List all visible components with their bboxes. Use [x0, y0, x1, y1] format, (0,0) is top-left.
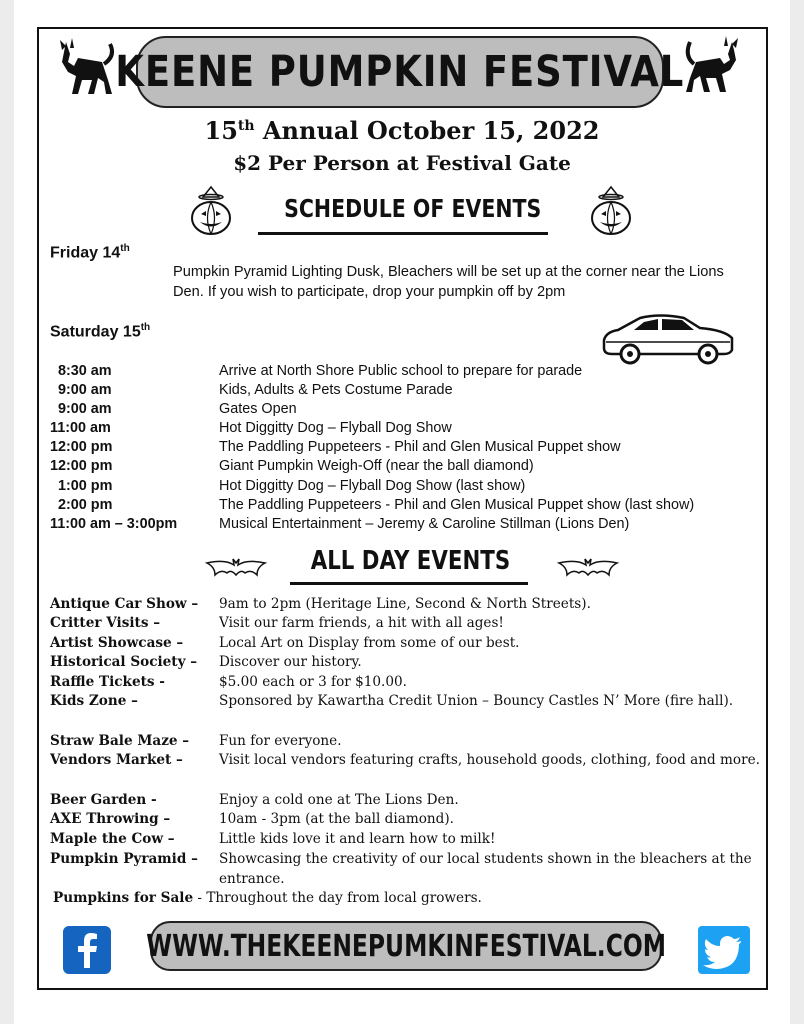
friday-description: Pumpkin Pyramid Lighting Dusk, Bleachers will be set up at the corner near the Lions Den. If you wish to participate, drop your pumpkin off by 2pm	[173, 264, 724, 300]
schedule-time: 12:00 pm	[50, 439, 113, 455]
all-day-heading: ALL DAY EVENTS	[310, 546, 511, 576]
edition-suffix: th	[237, 118, 255, 134]
edition-date: Annual October 15, 2022	[254, 116, 600, 145]
all-day-event-label: Artist Showcase –	[50, 635, 184, 651]
all-day-event-value: Little kids love it and learn how to milk!	[219, 831, 496, 847]
all-day-event-label: Raffle Tickets -	[50, 674, 165, 690]
all-day-event-value: Fun for everyone.	[219, 733, 342, 749]
schedule-time: 9:00 am	[50, 401, 112, 417]
all-day-event-label: Antique Car Show –	[50, 596, 199, 612]
all-day-event-value: Local Art on Display from some of our best.	[219, 635, 520, 651]
black-cat-icon	[682, 34, 740, 96]
schedule-time: 11:00 am	[50, 420, 111, 436]
all-day-event-value: $5.00 each or 3 for $10.00.	[219, 674, 407, 690]
schedule-event: Gates Open	[219, 401, 297, 417]
schedule-event: Arrive at North Shore Public school to prepare for parade	[219, 363, 583, 379]
schedule-time: 8:30 am	[50, 363, 112, 379]
jack-o-lantern-icon	[190, 185, 232, 237]
bat-icon	[205, 555, 267, 583]
all-day-event-label: AXE Throwing –	[50, 811, 171, 827]
schedule-event: Hot Diggitty Dog – Flyball Dog Show	[219, 420, 452, 436]
all-day-event-label: Straw Bale Maze –	[50, 733, 190, 749]
all-day-event-value: Showcasing the creativity of our local students shown in the bleachers at the entrance.	[219, 851, 752, 887]
pumpkins-for-sale	[53, 890, 482, 906]
pumpkins-for-sale-label: Pumpkins for Sale	[53, 890, 194, 906]
friday-suffix: th	[120, 243, 130, 254]
all-day-event-label: Kids Zone –	[50, 693, 138, 709]
edition-line	[0, 116, 804, 145]
friday-heading	[50, 243, 130, 262]
title-banner	[115, 36, 685, 108]
schedule-underline	[258, 232, 548, 235]
schedule-time: 1:00 pm	[50, 478, 113, 494]
all-day-event-label: Historical Society –	[50, 654, 197, 670]
schedule-event: The Paddling Puppeteers - Phil and Glen Musical Puppet show (last show)	[219, 497, 695, 513]
schedule-event: Hot Diggitty Dog – Flyball Dog Show (last show)	[219, 478, 526, 494]
all-day-event-value: Visit local vendors featuring crafts, household goods, clothing, food and more.	[219, 752, 760, 768]
facebook-icon[interactable]	[63, 926, 111, 974]
schedule-time: 9:00 am	[50, 382, 112, 398]
website-banner[interactable]	[146, 921, 666, 971]
saturday-heading	[50, 322, 150, 341]
schedule-time: 11:00 am – 3:00pm	[50, 516, 178, 532]
schedule-heading: SCHEDULE OF EVENTS	[284, 194, 542, 223]
all-day-event-label: Vendors Market –	[50, 752, 183, 768]
schedule-time: 2:00 pm	[50, 497, 113, 513]
page-title: KEENE PUMPKIN FESTIVAL	[115, 47, 685, 97]
pumpkins-for-sale-value: - Throughout the day from local growers.	[193, 890, 482, 906]
black-cat-icon	[58, 36, 118, 98]
all-day-event-value: Discover our history.	[219, 654, 362, 670]
friday-label: Friday 14	[50, 244, 121, 262]
schedule-event: The Paddling Puppeteers - Phil and Glen Musical Puppet show	[219, 439, 621, 455]
saturday-label: Saturday 15	[50, 323, 141, 341]
twitter-icon[interactable]	[698, 926, 750, 974]
all-day-event-label: Beer Garden -	[50, 792, 157, 808]
edition-number: 15	[204, 116, 238, 145]
all-day-event-value: Sponsored by Kawartha Credit Union – Bouncy Castles N’ More (fire hall).	[219, 693, 734, 709]
all-day-event-value: 9am to 2pm (Heritage Line, Second & North Streets).	[219, 596, 591, 612]
all-day-event-label: Pumpkin Pyramid –	[50, 851, 198, 867]
schedule-time: 12:00 pm	[50, 458, 113, 474]
price-line: $2 Per Person at Festival Gate	[233, 151, 571, 175]
jack-o-lantern-icon	[590, 185, 632, 237]
all-day-event-value: Enjoy a cold one at The Lions Den.	[219, 792, 459, 808]
all-day-event-value: Visit our farm friends, a hit with all ages!	[219, 615, 504, 631]
all-day-event-label: Maple the Cow –	[50, 831, 175, 847]
all-day-event-label: Critter Visits –	[50, 615, 160, 631]
vintage-car-icon	[600, 310, 736, 368]
bat-icon	[557, 555, 619, 583]
all-day-underline	[290, 582, 528, 585]
saturday-suffix: th	[140, 322, 151, 333]
website-link[interactable]: WWW.THEKEENEPUMKINFESTIVAL.COM	[146, 928, 666, 964]
all-day-event-value: 10am - 3pm (at the ball diamond).	[219, 811, 454, 827]
schedule-event: Musical Entertainment – Jeremy & Caroline Stillman (Lions Den)	[219, 516, 630, 532]
schedule-event: Giant Pumpkin Weigh-Off (near the ball diamond)	[219, 458, 534, 474]
schedule-event: Kids, Adults & Pets Costume Parade	[219, 382, 453, 398]
